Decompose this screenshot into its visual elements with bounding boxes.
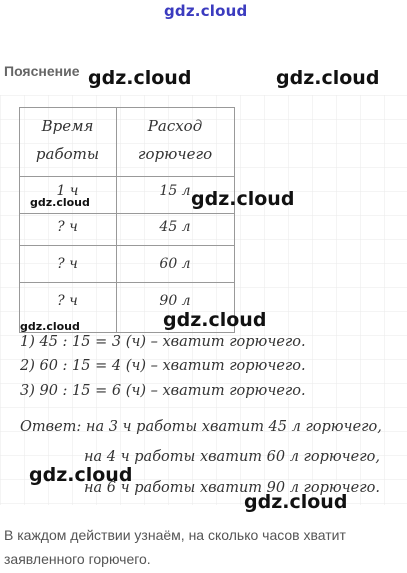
row1-fuel: 15 л (159, 183, 191, 199)
answer-line-2: на 4 ч работы хватит 60 л горючего, (84, 449, 380, 465)
watermark-top: gdz.cloud (164, 2, 248, 20)
watermark: gdz.cloud (163, 309, 267, 331)
watermark: gdz.cloud (191, 188, 295, 210)
header-fuel-line2: горючего (137, 145, 213, 163)
watermark: gdz.cloud (276, 67, 380, 89)
row1-time: 1 ч (56, 183, 79, 199)
data-table (19, 107, 235, 333)
step-2: 2) 60 : 15 = 4 (ч) – хватит горючего. (20, 358, 306, 374)
row2-time: ? ч (57, 219, 78, 235)
watermark: gdz.cloud (30, 196, 90, 209)
header-time-line1: Время (41, 117, 94, 135)
header-time-line2: работы (35, 145, 100, 163)
row2-fuel: 45 л (159, 219, 191, 235)
row4-time: ? ч (57, 293, 78, 309)
row3-time: ? ч (57, 256, 78, 272)
step-1: 1) 45 : 15 = 3 (ч) – хватит горючего. (20, 334, 306, 350)
header-fuel-line1: Расход (147, 117, 203, 135)
watermark: gdz.cloud (29, 464, 133, 486)
row4-fuel: 90 л (159, 293, 191, 309)
watermark: gdz.cloud (88, 67, 192, 89)
row3-fuel: 60 л (159, 256, 191, 272)
watermark: gdz.cloud (20, 320, 80, 333)
answer-line-3: на 6 ч работы хватит 90 л горючего. (84, 480, 380, 496)
answer-line-1: Ответ: на 3 ч работы хватит 45 л горючего, (20, 419, 382, 435)
explanation-text: В каждом действии узнаём, на сколько часов хватит заявленного горючего. (4, 527, 346, 567)
watermark: gdz.cloud (244, 491, 348, 513)
section-title: Пояснение (4, 63, 80, 79)
step-3: 3) 90 : 15 = 6 (ч) – хватит горючего. (20, 383, 306, 399)
